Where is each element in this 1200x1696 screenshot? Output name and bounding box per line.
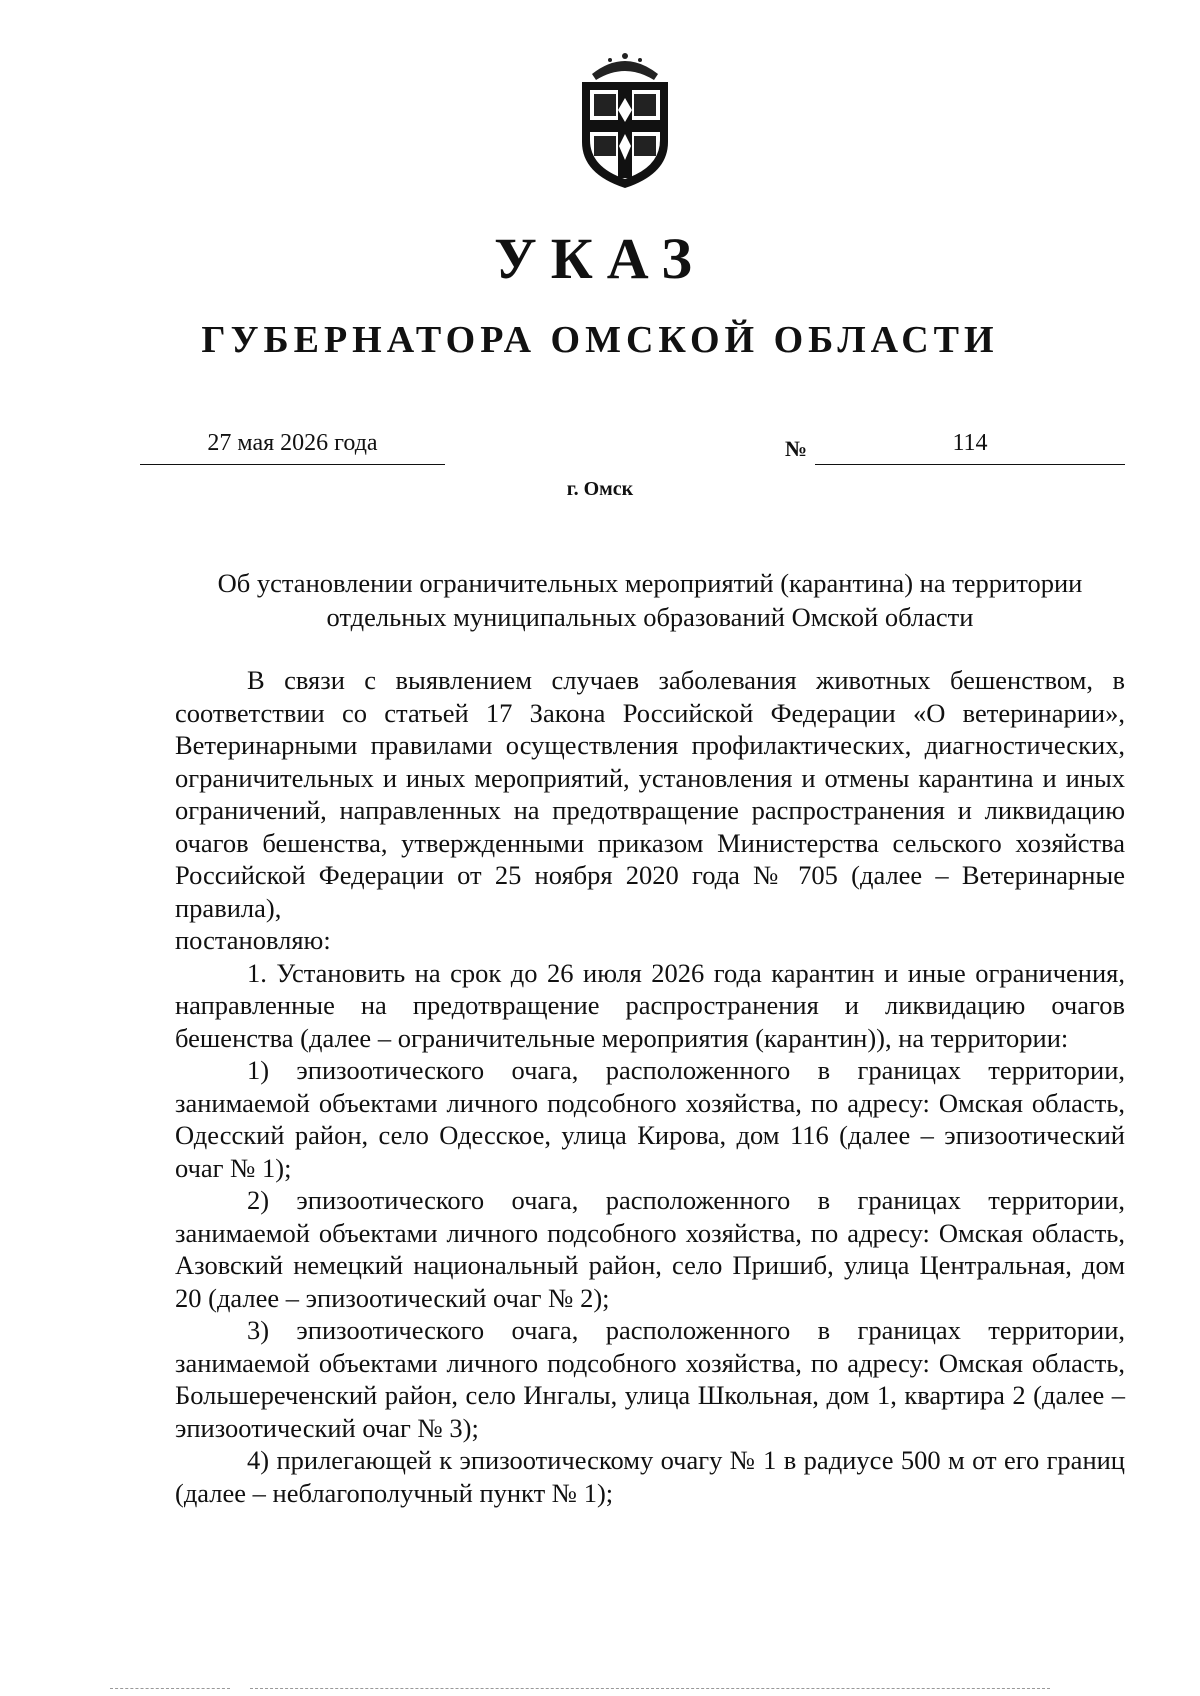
decree-date: 27 мая 2026 года <box>140 430 445 465</box>
heading-line-2: отдельных муниципальных образований Омской области <box>326 602 974 632</box>
preamble-paragraph: В связи с выявлением случаев заболевания животных бешенством, в соответствии со статьей 17 Закона Российской Федерации «О ветеринарии», Ветеринарными правилами осуществления профилактических, диагностических, ограничительных и иных мероприятий, установления и отмены карантина и иных ограничений, направленных на предотвращение распространения и ликвидацию очагов бешенства, утвержденными приказом Министерства сельского хозяйства Российской Федерации от 25 ноября 2020 года № 705 (далее – Ветеринарные правила), <box>175 665 1125 923</box>
decree-number: 114 <box>815 430 1125 465</box>
scan-edge-line <box>110 1688 230 1689</box>
decree-title: УКАЗ <box>494 226 706 291</box>
document-body <box>175 664 1125 1509</box>
document-heading <box>170 566 1130 634</box>
number-label: № <box>785 436 808 461</box>
clause-1: 1. Установить на срок до 26 июля 2026 года карантин и иные ограничения, направленные на предотвращение распространения и ликвидацию очагов бешенства (далее – ограничительные мероприятия (карантин)), на территории: <box>175 957 1125 1053</box>
omsk-region-coat-of-arms-icon <box>570 50 680 190</box>
clause-1-item-1: 1) эпизоотического очага, расположенного в границах территории, занимаемой объектами личного подсобного хозяйства, по адресу: Омская область, Одесский район, село Одесское, улица Кирова, дом 116 (далее – эпизоотический очаг № 1); <box>175 1055 1125 1183</box>
clause-1-item-4: 4) прилегающей к эпизоотическому очагу № 1 в радиусе 500 м от его границ (далее – неблагополучный пункт № 1); <box>175 1445 1125 1508</box>
scan-edge-line <box>250 1688 1050 1689</box>
clause-1-item-2: 2) эпизоотического очага, расположенного в границах территории, занимаемой объектами личного подсобного хозяйства, по адресу: Омская область, Азовский немецкий национальный район, село Пришиб, улица Центральная, дом 20 (далее – эпизоотический очаг № 2); <box>175 1185 1125 1313</box>
clause-1-item-3: 3) эпизоотического очага, расположенного в границах территории, занимаемой объектами личного подсобного хозяйства, по адресу: Омская область, Большереченский район, село Ингалы, улица Школьная, дом 1, квартира 2 (далее – эпизоотический очаг № 3); <box>175 1315 1125 1443</box>
decree-issuer: ГУБЕРНАТОРА ОМСКОЙ ОБЛАСТИ <box>201 319 999 361</box>
heading-line-1: Об установлении ограничительных мероприятий (карантина) на территории <box>217 568 1083 598</box>
issue-city: г. Омск <box>566 478 634 500</box>
resolution-word: постановляю: <box>175 925 331 955</box>
